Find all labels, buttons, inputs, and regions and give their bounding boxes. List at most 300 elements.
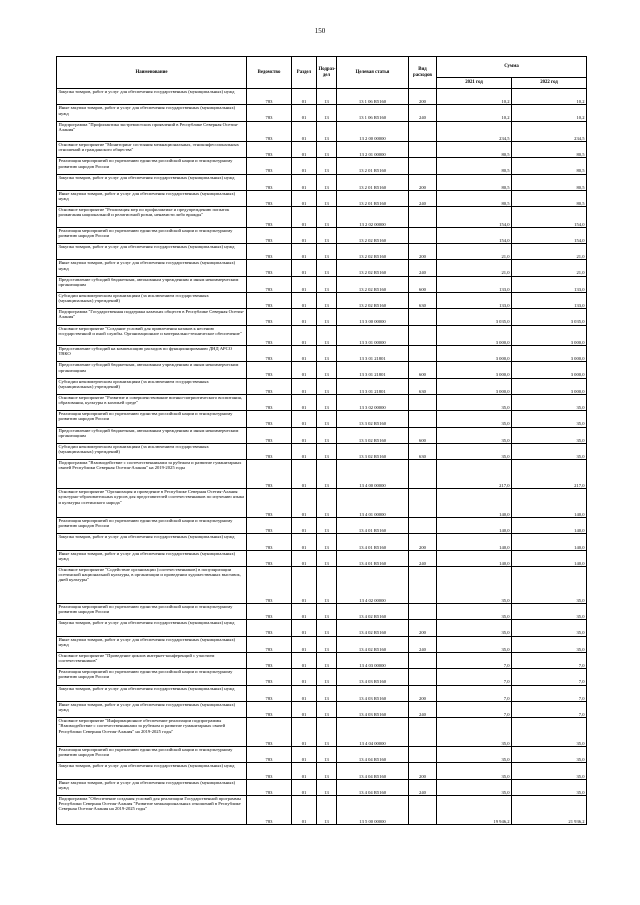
cell-section: 01 [292,489,317,518]
cell-name: Субсидии некоммерческим организациям (за исключением государственных (муниципальных) учреждений) [57,443,247,459]
cell-section: 01 [292,244,317,260]
cell-sum-2021: 35,0 [437,718,512,747]
cell-sum-2022: 35,0 [512,779,587,795]
cell-dept: 783 [247,685,292,701]
cell-target: 13 3 02 R5160 [337,411,409,427]
cell-name: Иные закупки товаров, работ и услуг для обеспечения государственных (муниципальных) нужд [57,190,247,206]
cell-section: 01 [292,346,317,362]
table-row [57,105,587,121]
table-row [57,260,587,276]
cell-target: 13 4 02 R5160 [337,636,409,652]
cell-sum-2022: 7,0 [512,652,587,668]
cell-sum-2021: 21,0 [437,244,512,260]
cell-name: Реализация мероприятий по укреплению единства российской нации и этнокультурному развитию народов России [57,411,247,427]
table-row [57,550,587,566]
cell-section: 01 [292,685,317,701]
table-row [57,747,587,763]
cell-section: 01 [292,652,317,668]
table-row [57,244,587,260]
table-row [57,121,587,142]
cell-section: 01 [292,121,317,142]
header-name: Наименование [57,57,247,89]
cell-dept: 783 [247,89,292,105]
cell-sum-2022: 3 000,0 [512,325,587,346]
cell-target: 13 2 01 00000 [337,142,409,158]
cell-dept: 783 [247,244,292,260]
cell-sum-2021: 10,2 [437,89,512,105]
cell-sum-2021: 7,0 [437,669,512,685]
cell-exp-type: 200 [409,620,437,636]
table-row [57,362,587,378]
cell-exp-type [409,652,437,668]
cell-subsection: 13 [317,244,337,260]
cell-sum-2021: 35,0 [437,394,512,410]
cell-exp-type: 240 [409,190,437,206]
cell-exp-type: 240 [409,701,437,717]
cell-subsection: 13 [317,89,337,105]
cell-exp-type: 200 [409,685,437,701]
cell-subsection: 13 [317,362,337,378]
cell-exp-type [409,207,437,228]
cell-dept: 783 [247,701,292,717]
cell-target: 13 3 02 R5160 [337,443,409,459]
table-row [57,489,587,518]
cell-section: 01 [292,534,317,550]
table-row [57,779,587,795]
cell-target: 13 2 02 R5160 [337,260,409,276]
cell-exp-type [409,411,437,427]
cell-dept: 783 [247,394,292,410]
cell-target: 13 3 00 00000 [337,309,409,325]
cell-sum-2022: 154,0 [512,207,587,228]
cell-name: Основное мероприятие "Организация и проведение в Республике Северная Осетия-Алания культурно-образовательных курсов для представителей соотечественников по изучению языка и культуры осетинского народа" [57,489,247,518]
cell-exp-type [409,489,437,518]
cell-target: 13 2 02 R5160 [337,276,409,292]
cell-dept: 783 [247,763,292,779]
cell-sum-2021: 140,0 [437,489,512,518]
cell-target: 13 2 01 R5160 [337,174,409,190]
cell-subsection: 13 [317,718,337,747]
table-row [57,325,587,346]
cell-name: Основное мероприятие "Проведение циклов интернет-конференций с участием соотечественников" [57,652,247,668]
cell-section: 01 [292,779,317,795]
cell-target: 13 4 04 R5160 [337,763,409,779]
cell-name: Закупка товаров, работ и услуг для обеспечения государственных (муниципальных) нужд [57,89,247,105]
cell-subsection: 13 [317,489,337,518]
cell-subsection: 13 [317,636,337,652]
cell-sum-2022: 35,0 [512,636,587,652]
cell-section: 01 [292,567,317,604]
cell-dept: 783 [247,174,292,190]
header-exp-type: Вид расходов [409,57,437,89]
cell-subsection: 13 [317,443,337,459]
cell-sum-2021: 234,5 [437,121,512,142]
cell-dept: 783 [247,121,292,142]
cell-section: 01 [292,411,317,427]
cell-sum-2022: 140,0 [512,489,587,518]
cell-sum-2022: 35,0 [512,411,587,427]
cell-subsection: 13 [317,685,337,701]
cell-name: Основное мероприятие "Мониторинг состояния межнациональных, этноконфессиональных отношений и гражданского общества" [57,142,247,158]
cell-section: 01 [292,604,317,620]
cell-name: Субсидии некоммерческим организациям (за исключением государственных (муниципальных) учреждений) [57,292,247,308]
table-row [57,309,587,325]
cell-sum-2021: 3 035,0 [437,309,512,325]
cell-exp-type: 200 [409,244,437,260]
cell-section: 01 [292,227,317,243]
cell-subsection: 13 [317,325,337,346]
cell-section: 01 [292,276,317,292]
cell-sum-2021: 35,0 [437,443,512,459]
cell-exp-type: 600 [409,362,437,378]
cell-dept: 783 [247,227,292,243]
cell-sum-2022: 80,5 [512,174,587,190]
cell-exp-type: 630 [409,378,437,394]
cell-subsection: 13 [317,346,337,362]
cell-exp-type [409,346,437,362]
table-row [57,174,587,190]
cell-name: Закупка товаров, работ и услуг для обеспечения государственных (муниципальных) нужд [57,685,247,701]
cell-sum-2021: 7,0 [437,652,512,668]
cell-target: 13 2 00 00000 [337,121,409,142]
cell-subsection: 13 [317,747,337,763]
cell-section: 01 [292,620,317,636]
cell-sum-2022: 35,0 [512,604,587,620]
cell-dept: 783 [247,276,292,292]
cell-sum-2021: 133,0 [437,292,512,308]
cell-dept: 783 [247,190,292,206]
cell-dept: 783 [247,550,292,566]
cell-subsection: 13 [317,460,337,489]
header-section: Раздел [292,57,317,89]
cell-dept: 783 [247,427,292,443]
cell-exp-type [409,309,437,325]
cell-section: 01 [292,362,317,378]
cell-exp-type [409,718,437,747]
cell-exp-type: 240 [409,260,437,276]
cell-sum-2021: 3 000,0 [437,325,512,346]
cell-sum-2022: 21,0 [512,260,587,276]
cell-name: Основное мероприятие "Реализация мер по профилактике и предупреждению попыток разжигания национальной и религиозной розни, ненависти либо вражды" [57,207,247,228]
cell-dept: 783 [247,567,292,604]
cell-name: Основное мероприятие "Создание условий для привлечения казаков к несению государственной и иной службы. Организационное и материально-техническое обеспечение" [57,325,247,346]
table-row [57,227,587,243]
cell-dept: 783 [247,362,292,378]
cell-section: 01 [292,518,317,534]
cell-sum-2022: 217,0 [512,460,587,489]
cell-dept: 783 [247,105,292,121]
cell-dept: 783 [247,796,292,825]
table-row [57,443,587,459]
page-number: 150 [314,27,326,35]
table-row [57,190,587,206]
cell-dept: 783 [247,669,292,685]
cell-target: 13 3 01 21801 [337,378,409,394]
cell-target: 13 2 01 R5160 [337,190,409,206]
cell-section: 01 [292,309,317,325]
cell-dept: 783 [247,604,292,620]
cell-target: 13 2 02 R5160 [337,244,409,260]
cell-name: Предоставление субсидий бюджетным, автономным учреждениям и иным некоммерческим организациям [57,427,247,443]
cell-sum-2022: 140,0 [512,550,587,566]
table-row [57,604,587,620]
cell-target: 13 4 02 R5160 [337,604,409,620]
cell-sum-2021: 35,0 [437,636,512,652]
cell-sum-2021: 35,0 [437,604,512,620]
cell-sum-2021: 140,0 [437,534,512,550]
cell-name: Иные закупки товаров, работ и услуг для обеспечения государственных (муниципальных) нужд [57,105,247,121]
cell-name: Подпрограмма "Государственная поддержка казачьих обществ в Республике Северная Осетия-Алания" [57,309,247,325]
cell-sum-2021: 3 000,0 [437,346,512,362]
cell-exp-type: 240 [409,636,437,652]
cell-name: Реализация мероприятий по укреплению единства российской нации и этнокультурному развитию народов России [57,158,247,174]
cell-dept: 783 [247,309,292,325]
table-row [57,346,587,362]
cell-subsection: 13 [317,190,337,206]
cell-name: Субсидии некоммерческим организациям (за исключением государственных (муниципальных) учреждений) [57,378,247,394]
cell-dept: 783 [247,325,292,346]
cell-sum-2022: 140,0 [512,534,587,550]
table-row [57,378,587,394]
cell-section: 01 [292,89,317,105]
table-row [57,636,587,652]
cell-subsection: 13 [317,427,337,443]
cell-target: 13 1 06 R5160 [337,105,409,121]
cell-dept: 783 [247,652,292,668]
table-row [57,276,587,292]
cell-dept: 783 [247,346,292,362]
cell-target: 13 4 03 R5160 [337,669,409,685]
cell-sum-2022: 154,0 [512,227,587,243]
cell-dept: 783 [247,518,292,534]
cell-sum-2022: 80,5 [512,142,587,158]
cell-sum-2021: 35,0 [437,620,512,636]
cell-subsection: 13 [317,292,337,308]
table-row [57,207,587,228]
cell-target: 13 4 02 00000 [337,567,409,604]
cell-dept: 783 [247,489,292,518]
cell-section: 01 [292,460,317,489]
cell-subsection: 13 [317,779,337,795]
table-row [57,718,587,747]
cell-name: Закупка товаров, работ и услуг для обеспечения государственных (муниципальных) нужд [57,620,247,636]
cell-target: 13 3 01 00000 [337,325,409,346]
cell-dept: 783 [247,158,292,174]
cell-name: Закупка товаров, работ и услуг для обеспечения государственных (муниципальных) нужд [57,244,247,260]
cell-exp-type: 630 [409,443,437,459]
table-body [57,89,587,825]
table-row [57,89,587,105]
cell-sum-2021: 35,0 [437,567,512,604]
table-row [57,701,587,717]
cell-subsection: 13 [317,142,337,158]
cell-name: Иные закупки товаров, работ и услуг для обеспечения государственных (муниципальных) нужд [57,701,247,717]
cell-target: 13 2 02 R5160 [337,227,409,243]
cell-sum-2022: 3 000,0 [512,346,587,362]
cell-subsection: 13 [317,550,337,566]
cell-dept: 783 [247,636,292,652]
cell-exp-type: 600 [409,276,437,292]
cell-sum-2021: 133,0 [437,276,512,292]
cell-section: 01 [292,174,317,190]
cell-exp-type: 200 [409,763,437,779]
cell-name: Реализация мероприятий по укреплению единства российской нации и этнокультурному развитию народов России [57,669,247,685]
cell-name: Подпрограмма "Профилактика экстремистских проявлений в Республике Северная Осетия-Алания" [57,121,247,142]
cell-subsection: 13 [317,260,337,276]
cell-section: 01 [292,636,317,652]
cell-sum-2022: 234,5 [512,121,587,142]
cell-sum-2022: 140,0 [512,518,587,534]
cell-sum-2021: 154,0 [437,207,512,228]
cell-sum-2021: 80,5 [437,174,512,190]
cell-section: 01 [292,443,317,459]
table-row [57,292,587,308]
cell-sum-2022: 7,0 [512,685,587,701]
cell-target: 13 4 02 R5160 [337,620,409,636]
cell-target: 13 4 04 00000 [337,718,409,747]
cell-sum-2021: 217,0 [437,460,512,489]
cell-exp-type: 240 [409,105,437,121]
cell-sum-2022: 35,0 [512,443,587,459]
cell-name: Закупка товаров, работ и услуг для обеспечения государственных (муниципальных) нужд [57,763,247,779]
cell-exp-type [409,567,437,604]
cell-exp-type [409,669,437,685]
cell-sum-2022: 7,0 [512,669,587,685]
cell-sum-2021: 140,0 [437,518,512,534]
cell-section: 01 [292,105,317,121]
cell-target: 13 3 01 21801 [337,362,409,378]
cell-name: Подпрограмма "Взаимодействие с соотечественниками за рубежом и развитие гуманитарных связей Республики Северная Осетия-Алания" на 2019-2025 годы [57,460,247,489]
table-row [57,518,587,534]
cell-sum-2022: 21,0 [512,244,587,260]
cell-subsection: 13 [317,227,337,243]
cell-exp-type: 200 [409,89,437,105]
cell-sum-2022: 10,2 [512,89,587,105]
cell-sum-2021: 3 000,0 [437,378,512,394]
table-row [57,394,587,410]
cell-exp-type [409,325,437,346]
cell-name: Иные закупки товаров, работ и услуг для обеспечения государственных (муниципальных) нужд [57,260,247,276]
cell-dept: 783 [247,260,292,276]
cell-sum-2022: 7,0 [512,701,587,717]
cell-name: Реализация мероприятий по укреплению единства российской нации и этнокультурному развитию народов России [57,604,247,620]
cell-target: 13 4 01 R5160 [337,550,409,566]
cell-section: 01 [292,747,317,763]
cell-sum-2022: 35,0 [512,620,587,636]
cell-subsection: 13 [317,174,337,190]
cell-sum-2021: 35,0 [437,763,512,779]
header-year-2022: 2022 год [512,78,587,89]
cell-exp-type [409,158,437,174]
cell-sum-2021: 19 946,2 [437,796,512,825]
cell-section: 01 [292,718,317,747]
cell-exp-type: 240 [409,550,437,566]
cell-sum-2022: 3 000,0 [512,362,587,378]
cell-section: 01 [292,763,317,779]
cell-name: Иные закупки товаров, работ и услуг для обеспечения государственных (муниципальных) нужд [57,779,247,795]
cell-exp-type [409,518,437,534]
cell-sum-2021: 3 000,0 [437,362,512,378]
table-row [57,796,587,825]
table-row [57,427,587,443]
budget-table [56,56,587,825]
cell-sum-2022: 35,0 [512,567,587,604]
cell-target: 13 4 04 R5160 [337,747,409,763]
cell-subsection: 13 [317,796,337,825]
cell-subsection: 13 [317,518,337,534]
cell-sum-2021: 140,0 [437,550,512,566]
cell-target: 13 4 03 R5160 [337,685,409,701]
cell-exp-type [409,394,437,410]
cell-target: 13 4 01 R5160 [337,534,409,550]
cell-target: 13 4 01 00000 [337,489,409,518]
cell-subsection: 13 [317,207,337,228]
cell-exp-type [409,747,437,763]
cell-subsection: 13 [317,620,337,636]
cell-dept: 783 [247,207,292,228]
table-row [57,685,587,701]
cell-sum-2022: 133,0 [512,276,587,292]
cell-sum-2022: 21 936,2 [512,796,587,825]
table-row [57,411,587,427]
table-row [57,620,587,636]
cell-target: 13 4 00 00000 [337,460,409,489]
cell-sum-2022: 10,2 [512,105,587,121]
cell-name: Реализация мероприятий по укреплению единства российской нации и этнокультурному развитию народов России [57,747,247,763]
cell-sum-2022: 80,5 [512,190,587,206]
cell-section: 01 [292,394,317,410]
cell-subsection: 13 [317,121,337,142]
cell-name: Закупка товаров, работ и услуг для обеспечения государственных (муниципальных) нужд [57,174,247,190]
cell-sum-2021: 80,5 [437,190,512,206]
table-row [57,652,587,668]
cell-target: 13 2 02 R5160 [337,292,409,308]
cell-sum-2022: 35,0 [512,747,587,763]
cell-target: 13 4 03 R5160 [337,701,409,717]
cell-section: 01 [292,260,317,276]
cell-subsection: 13 [317,534,337,550]
cell-section: 01 [292,207,317,228]
cell-exp-type [409,142,437,158]
cell-exp-type [409,604,437,620]
cell-sum-2021: 35,0 [437,747,512,763]
table-row [57,460,587,489]
cell-exp-type: 600 [409,427,437,443]
cell-dept: 783 [247,292,292,308]
cell-target: 13 1 06 R5160 [337,89,409,105]
cell-exp-type [409,227,437,243]
cell-name: Основное мероприятие "Содействие организации (соотечественников) в популяризации осетинской национальной культуры, в организации и проведении художественных выставок, дней культуры" [57,567,247,604]
cell-exp-type [409,796,437,825]
cell-section: 01 [292,669,317,685]
cell-dept: 783 [247,378,292,394]
cell-dept: 783 [247,747,292,763]
cell-sum-2021: 80,5 [437,142,512,158]
cell-target: 13 4 04 R5160 [337,779,409,795]
cell-section: 01 [292,158,317,174]
cell-section: 01 [292,325,317,346]
header-dept: Ведомство [247,57,292,89]
cell-sum-2022: 3 000,0 [512,378,587,394]
cell-subsection: 13 [317,309,337,325]
cell-exp-type: 200 [409,534,437,550]
table-row [57,567,587,604]
cell-exp-type [409,121,437,142]
cell-dept: 783 [247,460,292,489]
cell-name: Основное мероприятие "Информационное обеспечение реализации подпрограммы "Взаимодействие с соотечественниками за рубежом и развитие гуманитарных связей Республики Северная Осетия-Алания" на 2019-2025 годы" [57,718,247,747]
cell-sum-2022: 80,5 [512,158,587,174]
cell-sum-2022: 35,0 [512,763,587,779]
